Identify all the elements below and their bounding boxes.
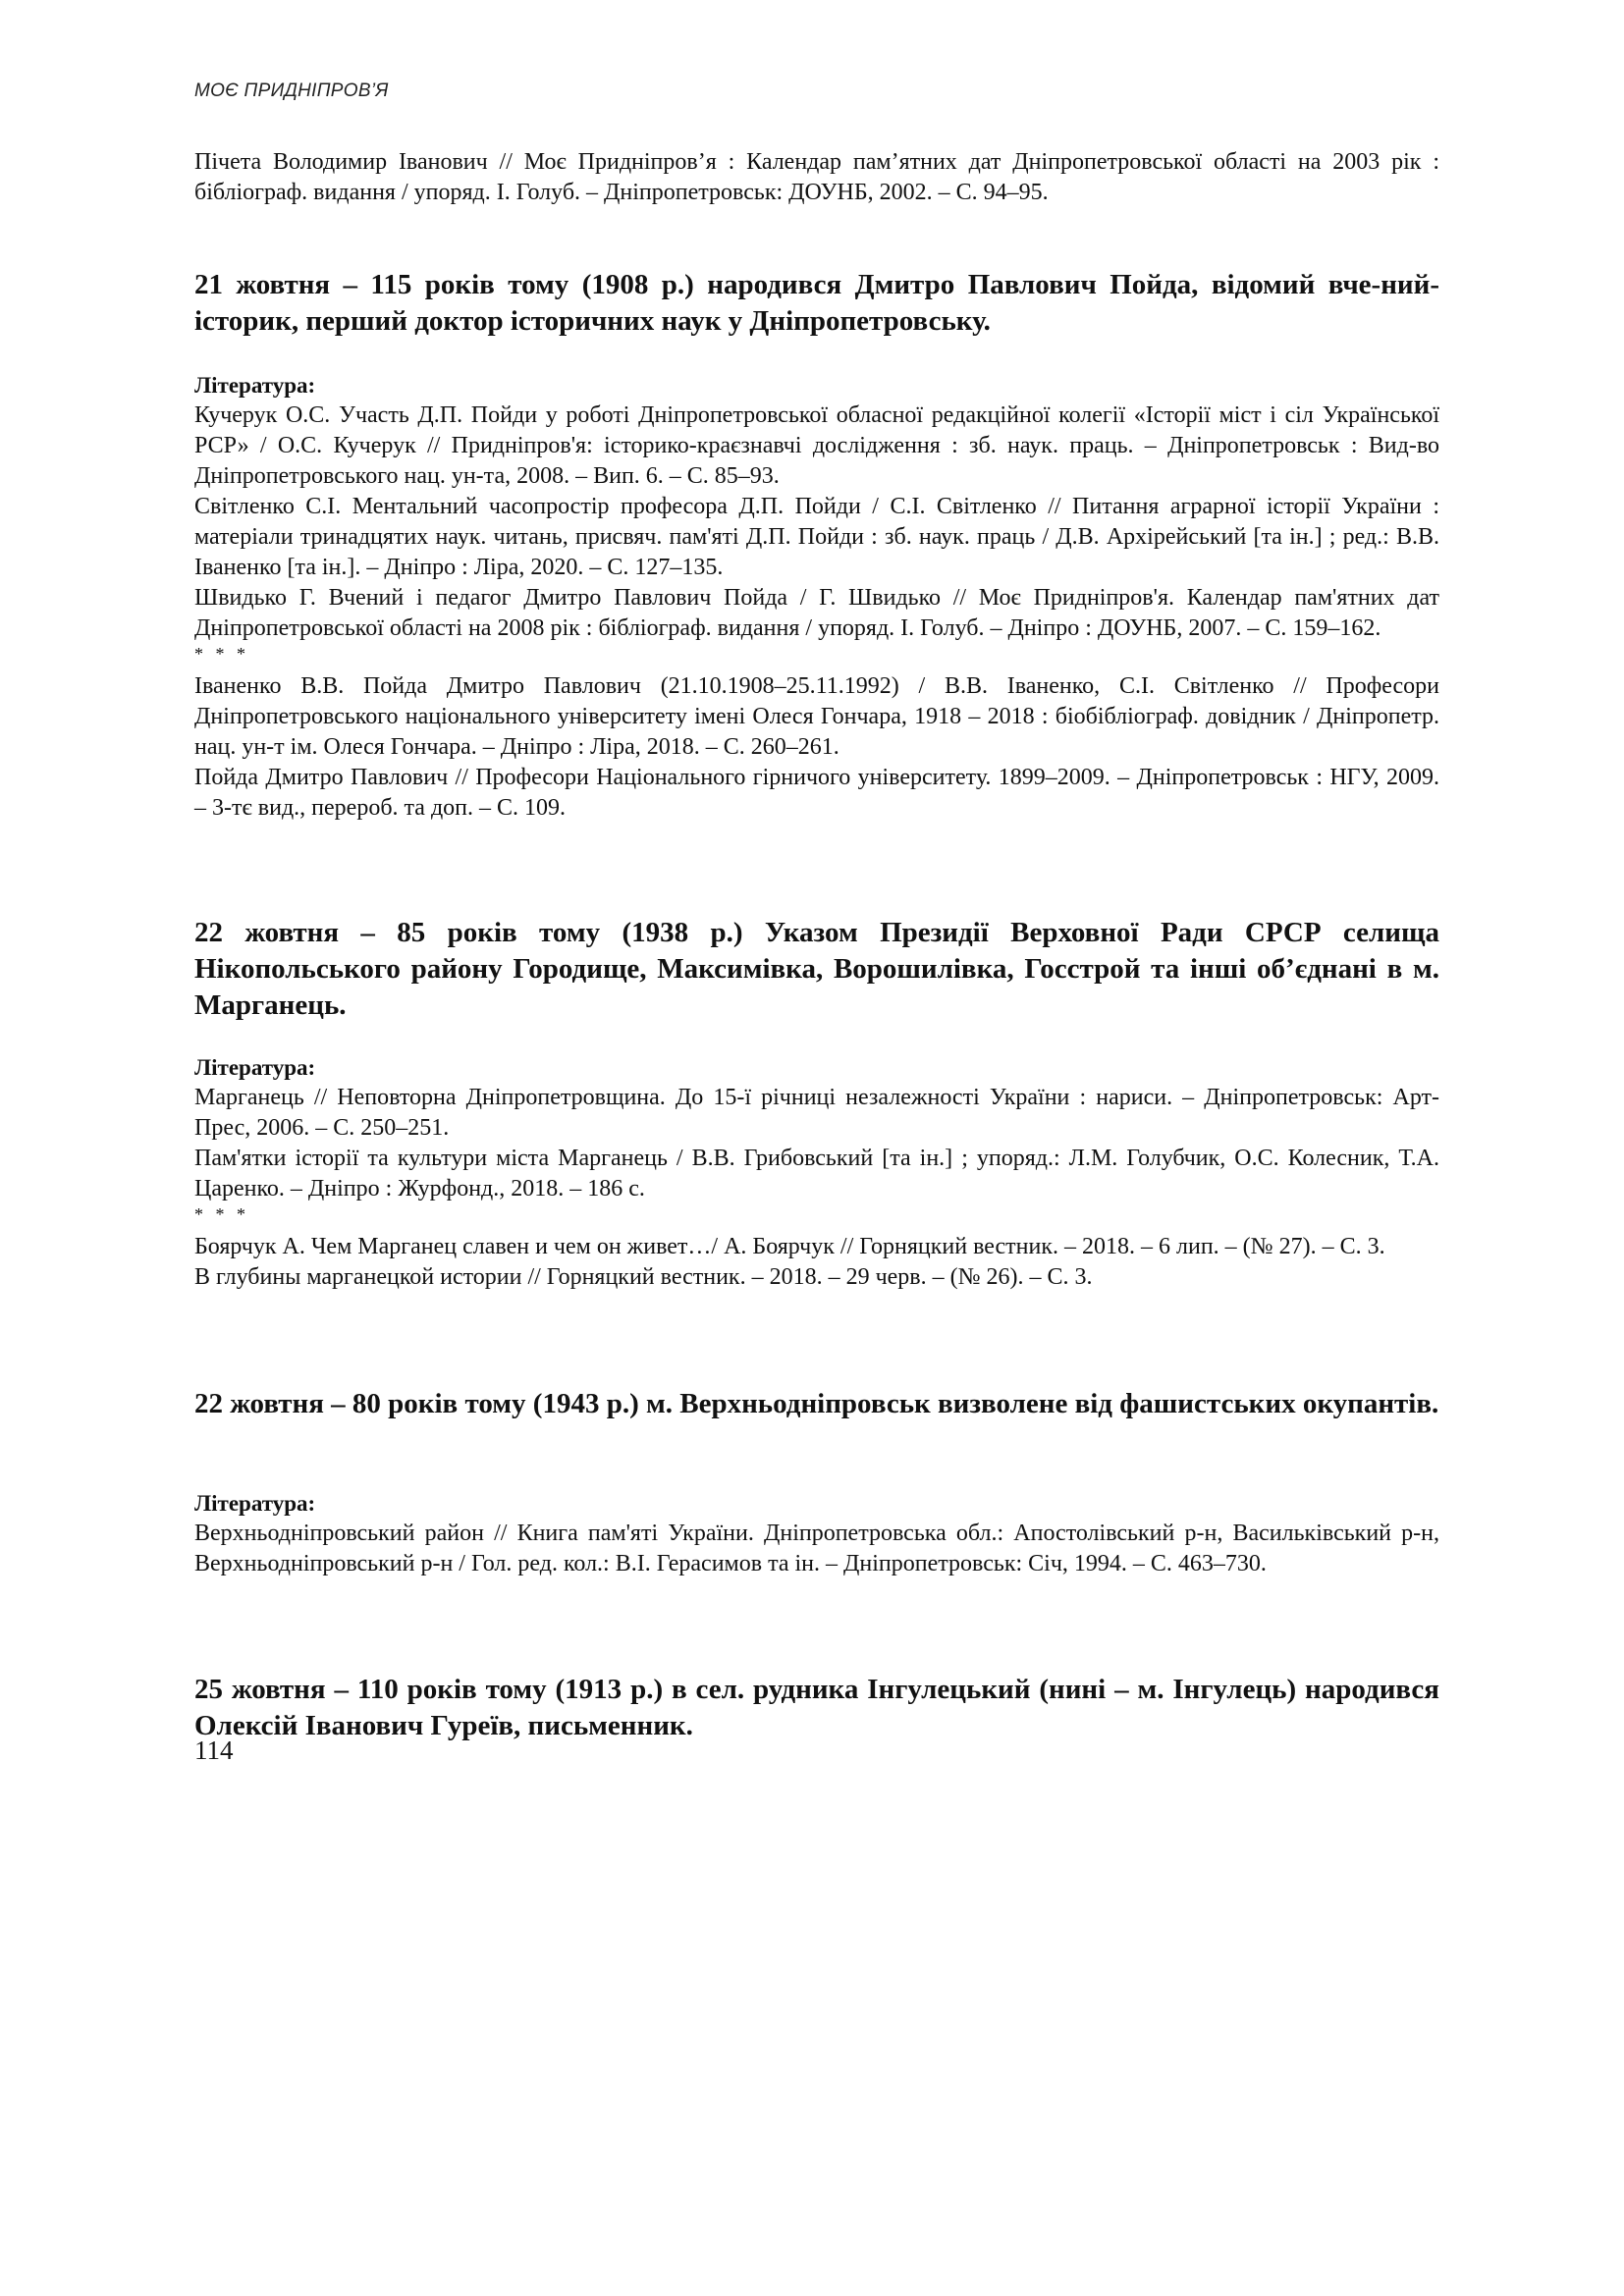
section-1 (194, 267, 1439, 340)
bibliography-entry: Пойда Дмитро Павлович // Професори Національного гірничого університету. 1899–2009. – Дніпропетровськ : НГУ, 2009. – 3-тє вид., перероб. та доп. – С. 109. (194, 765, 1439, 821)
section-2 (194, 915, 1439, 1024)
section-4 (194, 1672, 1439, 1744)
section-heading: 22 жовтня – 85 років тому (1938 р.) Указом Президії Верховної Ради СРСР селища Нікопольського району Городище, Максимівка, Ворошилівка, Госстрой та інші об’єднані в м. Марганець. (194, 917, 1439, 1021)
section-1-literature (194, 371, 1439, 824)
bibliography-entry: В глубины марганецкой истории // Горняцкий вестник. – 2018. – 29 черв. – (№ 26). – С. 3. (194, 1264, 1093, 1290)
bibliography-entry: Верхньодніпровський район // Книга пам'яті України. Дніпропетровська обл.: Апостолівський р-н, Васильківський р-н, Верхньодніпровський р-н / Гол. ред. кол.: В.І. Герасимов та ін. – Дніпропетровськ: Січ, 1994. – С. 463–730. (194, 1521, 1439, 1576)
literature-label: Література: (194, 1055, 316, 1080)
bibliography-entry: Марганець // Неповторна Дніпропетровщина. До 15-ї річниці незалежності України : нариси. – Дніпропетровськ: Арт-Прес, 2006. – С. 250–251. (194, 1085, 1439, 1141)
bibliography-entry: Пам'ятки історії та культури міста Марганець / В.В. Грибовський [та ін.] ; упоряд.: Л.М. Голубчик, О.С. Колесник, Т.А. Царенко. – Дніпро : Журфонд., 2018. – 186 с. (194, 1146, 1439, 1201)
section-heading: 25 жовтня – 110 років тому (1913 р.) в сел. рудника Інгулецький (нині – м. Інгулець) народився Олексій Іванович Гуреїв, письменник. (194, 1674, 1439, 1741)
running-header: МОЄ ПРИДНІПРОВ’Я (194, 80, 389, 101)
bibliography-entry: Кучерук О.С. Участь Д.П. Пойди у роботі Дніпропетровської обласної редакційної колегії «Історії міст і сіл Української РСР» / О.С. Кучерук // Придніпров'я: історико-краєзнавчі дослідження : зб. наук. праць. – Дніпропетровськ : Вид-во Дніпропетровського нац. ун-та, 2008. – Вип. 6. – С. 85–93. (194, 402, 1439, 489)
page-number: 114 (194, 1735, 234, 1765)
separator-stars: * * * (194, 644, 249, 664)
bibliography-entry: Світленко С.І. Ментальний часопростір професора Д.П. Пойди / С.І. Світленко // Питання аграрної історії України : матеріали тринадцятих наук. читань, присвяч. пам'яті Д.П. Пойди : зб. наук. праць / Д.В. Архірейський [та ін.] ; ред.: В.В. Іваненко [та ін.]. – Дніпро : Ліра, 2020. – С. 127–135. (194, 494, 1439, 580)
intro-block (194, 147, 1439, 208)
section-3 (194, 1386, 1439, 1422)
section-3-literature (194, 1489, 1439, 1579)
literature-label: Література: (194, 373, 316, 398)
separator-stars: * * * (194, 1204, 249, 1224)
section-heading: 22 жовтня – 80 років тому (1943 р.) м. Верхньодніпровськ визволене від фашистських окупантів. (194, 1388, 1439, 1419)
bibliography-entry: Іваненко В.В. Пойда Дмитро Павлович (21.10.1908–25.11.1992) / В.В. Іваненко, С.І. Світленко // Професори Дніпропетровського національного університету імені Олеся Гончара, 1918 – 2018 : біобібліограф. довідник / Дніпропетр. нац. ун-т ім. Олеся Гончара. – Дніпро : Ліра, 2018. – С. 260–261. (194, 673, 1439, 760)
section-2-literature (194, 1053, 1439, 1293)
section-heading: 21 жовтня – 115 років тому (1908 р.) народився Дмитро Павлович Пойда, відомий вче-ний-історик, перший доктор історичних наук у Дніпропетровську. (194, 269, 1439, 337)
bibliography-entry: Боярчук А. Чем Марганец славен и чем он живет…/ А. Боярчук // Горняцкий вестник. – 2018. – 6 лип. – (№ 27). – С. 3. (194, 1234, 1385, 1259)
intro-entry: Пічета Володимир Іванович // Моє Придніпров’я : Календар пам’ятних дат Дніпропетровської області на 2003 рік : бібліограф. видання / упоряд. І. Голуб. – Дніпропетровськ: ДОУНБ, 2002. – С. 94–95. (194, 149, 1439, 205)
bibliography-entry: Швидько Г. Вчений і педагог Дмитро Павлович Пойда / Г. Швидько // Моє Придніпров'я. Календар пам'ятних дат Дніпропетровської області на 2008 рік : бібліограф. видання / упоряд. І. Голуб. – Дніпро : ДОУНБ, 2007. – С. 159–162. (194, 585, 1439, 641)
literature-label: Література: (194, 1491, 316, 1516)
